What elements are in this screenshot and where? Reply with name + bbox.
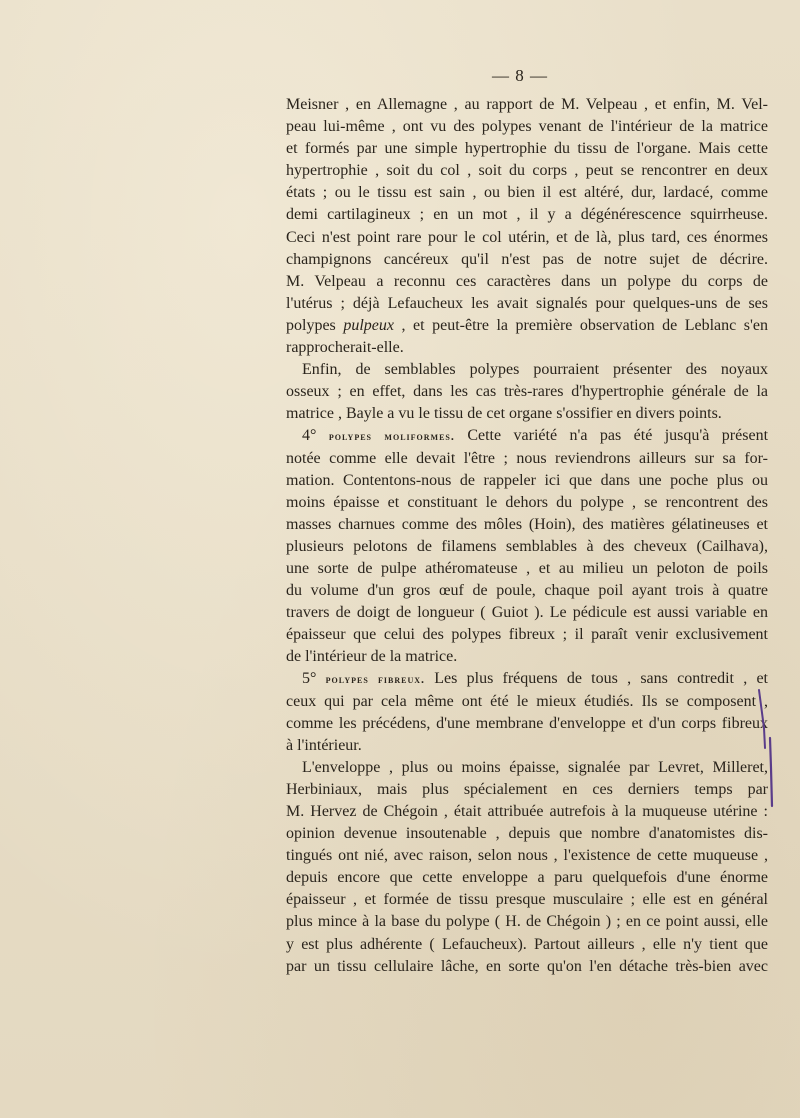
- text-line: du volume d'un gros œuf de poule, chaque poil ayant trois à quatre: [286, 582, 768, 600]
- text-line: comme les précédens, d'une membrane d'enveloppe et d'un corps fibreux: [286, 714, 768, 732]
- text-line: une sorte de pulpe athéromateuse , et au milieu un peloton de poils: [286, 559, 768, 577]
- body-text: [286, 94, 768, 978]
- text-line: notée comme elle devait l'être ; nous reviendrons ailleurs sur sa for-: [286, 449, 768, 467]
- text-line: par un tissu cellulaire lâche, en sorte qu'on l'en détache très-bien avec: [286, 957, 768, 975]
- text-line: demi cartilagineux ; en un mot , il y a dégénérescence squirrheuse.: [286, 206, 768, 224]
- text-line: ceux qui par cela même ont été le mieux étudiés. Ils se composent ,: [286, 692, 768, 710]
- text-line: mation. Contentons-nous de rappeler ici que dans une poche plus ou: [286, 471, 768, 489]
- text-line: Herbiniaux, mais plus spécialement en ces derniers temps par: [286, 780, 768, 798]
- text-line: rapprocherait-elle.: [286, 339, 404, 357]
- text-line: Enfin, de semblables polypes pourraient présenter des noyaux: [302, 361, 768, 379]
- text-fragment: 4°: [302, 427, 329, 445]
- text-line: M. Hervez de Chégoin , était attribuée autrefois à la muqueuse utérine :: [286, 803, 768, 820]
- text-line: M. Velpeau a reconnu ces caractères dans un polype du corps de: [286, 272, 768, 290]
- text-line: plus mince à la base du polype ( H. de Chégoin ) ; en ce point aussi, elle: [286, 913, 768, 931]
- italic-term: pulpeux: [343, 316, 394, 334]
- text-line: moins épaisse et constituant le dehors du polype , se rencontrent des: [286, 493, 768, 511]
- text-line: peau lui-même , ont vu des polypes venant de l'intérieur de la matrice: [286, 118, 768, 136]
- text-line: [286, 668, 768, 690]
- section-heading: polypes fibreux.: [325, 672, 426, 687]
- text-line: y est plus adhérente ( Lefaucheux). Partout ailleurs , elle n'y tient que: [286, 935, 768, 953]
- text-line: plusieurs pelotons de filamens semblables à des cheveux (Cailhava),: [286, 537, 768, 555]
- text-line: opinion devenue insoutenable , depuis que nombre d'anatomistes dis-: [286, 825, 768, 843]
- text-line: travers de doigt de longueur ( Guiot ). Le pédicule est aussi variable en: [286, 604, 768, 622]
- text-fragment: 5°: [302, 670, 326, 688]
- text-line: [286, 425, 768, 447]
- text-line: épaisseur , et formée de tissu presque musculaire ; elle est en général: [286, 891, 768, 909]
- section-heading: polypes moliformes.: [328, 429, 455, 444]
- text-fragment: , et peut-être la première observation de Leblanc s'en: [393, 316, 769, 334]
- text-line: Meisner , en Allemagne , au rapport de M. Velpeau , et enfin, M. Vel-: [286, 96, 768, 113]
- text-line: et formés par une simple hypertrophie du tissu de l'organe. Mais cette: [286, 140, 768, 158]
- text-line: l'utérus ; déjà Lefaucheux les avait signalés pour quelques-uns de ses: [286, 294, 768, 312]
- text-line: matrice , Bayle a vu le tissu de cet organe s'ossifier en divers points.: [286, 405, 722, 423]
- text-line: L'enveloppe , plus ou moins épaisse, signalée par Levret, Milleret,: [302, 758, 768, 776]
- text-line: champignons cancéreux qu'il n'est pas de notre sujet de décrire.: [286, 250, 768, 268]
- text-line: épaisseur que celui des polypes fibreux ; il paraît venir exclusivement: [286, 626, 768, 644]
- text-line: masses charnues comme des môles (Hoin), des matières gélatineuses et: [286, 515, 768, 533]
- text-line: de l'intérieur de la matrice.: [286, 648, 458, 666]
- text-line: tingués ont nié, avec raison, selon nous , l'existence de cette muqueuse ,: [286, 847, 768, 865]
- text-line: hypertrophie , soit du col , soit du corps , peut se rencontrer en deux: [286, 162, 768, 180]
- text-line: états ; ou le tissu est sain , ou bien il est altéré, dur, lardacé, comme: [286, 184, 768, 202]
- margin-annotation-mark: [756, 688, 776, 808]
- text-line: depuis encore que cette enveloppe a paru quelquefois d'une énorme: [286, 869, 768, 887]
- text-fragment: Les plus fréquens de tous , sans contredit , et: [425, 670, 768, 688]
- page-number: — 8 —: [492, 66, 548, 85]
- text-fragment: Cette variété n'a pas été jusqu'à présent: [454, 427, 769, 445]
- text-line: [286, 315, 768, 337]
- text-line: Ceci n'est point rare pour le col utérin, et de là, plus tard, ces énormes: [286, 228, 768, 246]
- text-fragment: polypes: [286, 316, 344, 334]
- text-line: osseux ; en effet, dans les cas très-rares d'hypertrophie générale de la: [286, 383, 768, 401]
- text-line: à l'intérieur.: [286, 736, 362, 754]
